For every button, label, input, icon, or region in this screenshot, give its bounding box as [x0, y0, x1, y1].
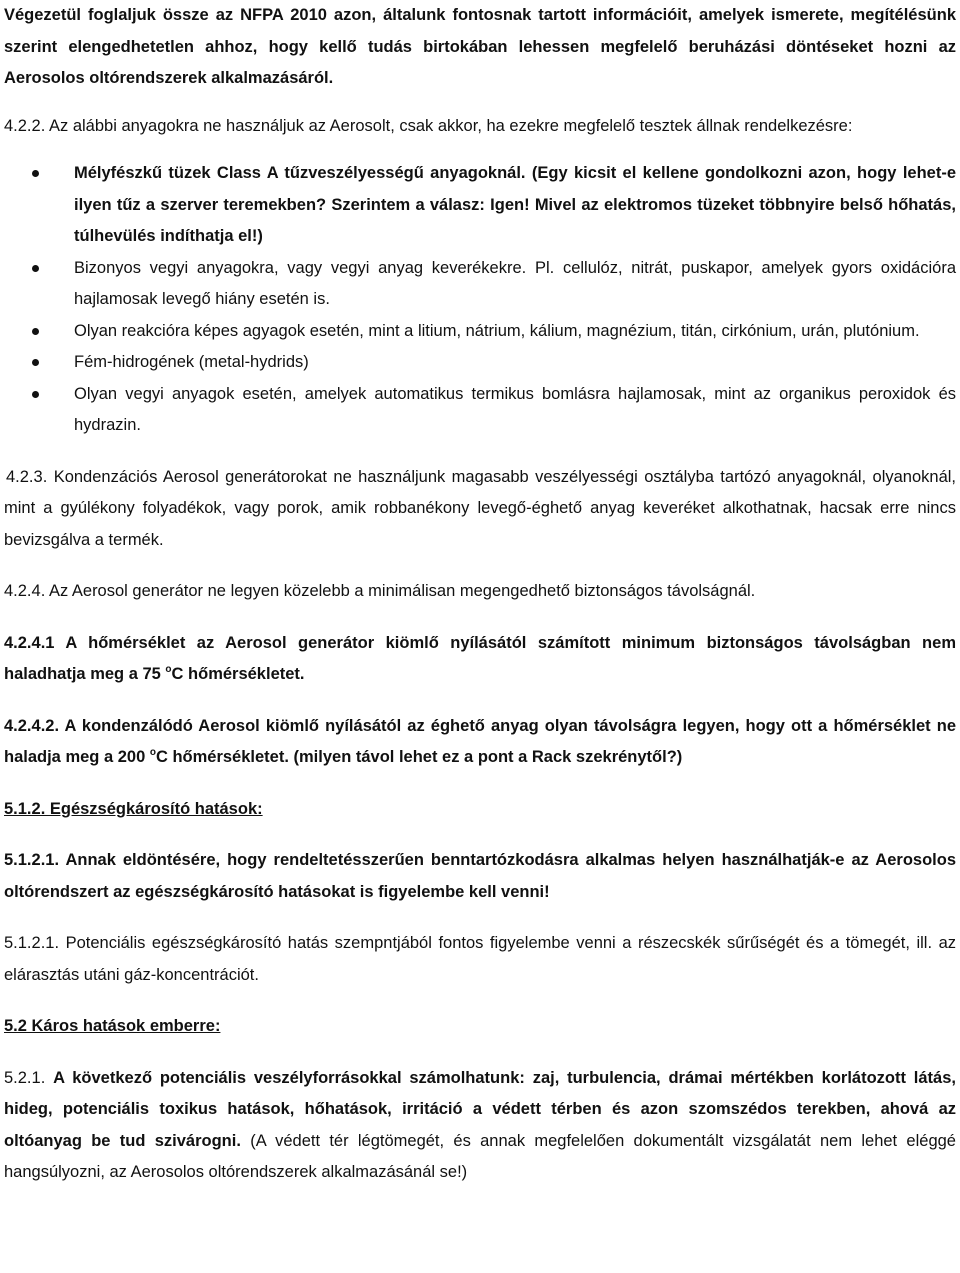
section-text: (A védett tér légtömegét, és annak megfelelően dokumentált vizsgálatát nem lehet eléggé hangsúlyozni, az Aerosolos oltórendszerek alkalmazásánál se!): [4, 1131, 956, 1181]
section-5-1-2-1-a: 5.1.2.1. Annak eldöntésére, hogy rendeltetésszerűen benntartózkodásra alkalmas helyen használhatják-e az Aerosolos oltórendszert az egészségkárosító hatásokat is figyelembe kell venni!: [4, 851, 956, 901]
list-item: [4, 379, 956, 442]
bullet-icon: [32, 328, 39, 335]
list-item-text: Olyan reakcióra képes agyagok esetén, mint a litium, nátrium, kálium, magnézium, titán, cirkónium, urán, plutónium.: [74, 321, 920, 340]
section-4-2-2: [4, 111, 956, 143]
section-4-2-4-1: [4, 628, 956, 691]
section-number: 4.2.2.: [4, 116, 46, 135]
bullet-icon: [32, 391, 39, 398]
degree-sign: o: [149, 747, 156, 758]
list-item-text: Olyan vegyi anyagok esetén, amelyek automatikus termikus bomlásra hajlamosak, mint az organikus peroxidok és hydrazin.: [74, 384, 956, 434]
section-text-end: C hőmérsékletet. (milyen távol lehet ez a pont a Rack szekrénytől?): [155, 748, 683, 766]
section-number: 4.2.3.: [6, 467, 48, 486]
heading-5-1-2: 5.1.2. Egészségkárosító hatások:: [4, 799, 263, 818]
intro-paragraph: Végezetül foglaljuk össze az NFPA 2010 azon, általunk fontosnak tartott információit, amelyek ismerete, megítélésünk szerint elengedhetetlen ahhoz, hogy kellő tudás birtokában lehessen megfelelő beruházási döntéseket hozni az Aerosolos oltórendszerek alkalmazásáról.: [4, 6, 956, 87]
list-item-text: Mélyfészkű tüzek Class A tűzveszélyességű anyagoknál.: [74, 164, 526, 182]
heading-5-2: 5.2 Káros hatások emberre:: [4, 1017, 221, 1035]
section-4-2-4: 4.2.4. Az Aerosol generátor ne legyen közelebb a minimálisan megengedhető biztonságos távolságnál.: [4, 582, 756, 600]
section-text-bold: A következő potenciális veszélyforrásokkal számolhatunk: zaj, turbulencia, drámai mértékben korlátozott látás, hideg, potenciális toxikus hatások, hőhatások, irritáció a védett térben és azon szomszédos terekben, ahová az oltóanyag be tud szivárogni.: [4, 1068, 956, 1150]
bullet-icon: [32, 359, 39, 366]
list-item: [4, 347, 956, 379]
list-item-text: Bizonyos vegyi anyagokra, vagy vegyi anyag keverékekre. Pl. cellulóz, nitrát, puskapor, amelyek gyors oxidációra hajlamosak levegő hiány esetén is.: [74, 258, 956, 308]
section-text: 4.2.4.1 A hőmérséklet az Aerosol generátor kiömlő nyílásától számított minimum biztonságos távolságban nem haladhatja meg a 75: [4, 633, 956, 683]
section-text-end: C hőmérsékletet.: [171, 665, 305, 683]
list-item: [4, 253, 956, 316]
list-item: [4, 316, 956, 348]
section-text: 4.2.4.2. A kondenzálódó Aerosol kiömlő nyílásától az éghető anyag olyan távolságra legyen, hogy ott a hőmérséklet ne haladja meg a 200: [4, 716, 956, 766]
section-number: 5.2.1.: [4, 1068, 46, 1087]
section-5-1-2-1-b: 5.1.2.1. Potenciális egészségkárosító hatás szempntjából fontos figyelembe venni a részecskék sűrűségét és a tömegét, ill. az elárasztás utáni gáz-koncentrációt.: [4, 934, 956, 984]
bullet-icon: [32, 170, 39, 177]
section-text: Kondenzációs Aerosol generátorokat ne használjunk magasabb veszélyességi osztályba tartózó anyagoknál, olyanoknál, mint a gyúlékony folyadékok, vagy porok, amik robbanékony levegő-éghető anyag keveréket alkothatnak, hacsak erre nincs bevizsgálva a termék.: [4, 467, 956, 549]
degree-sign: o: [165, 664, 172, 675]
material-list: [4, 158, 956, 442]
list-item: [4, 158, 956, 253]
section-5-2-1: [4, 1063, 956, 1189]
section-4-2-4-2: [4, 711, 956, 774]
list-item-text: Fém-hidrogének (metal-hydrids): [74, 353, 309, 371]
section-text: Az alábbi anyagokra ne használjuk az Aerosolt, csak akkor, ha ezekre megfelelő tesztek állnak rendelkezésre:: [48, 116, 853, 135]
section-4-2-3: [4, 462, 956, 557]
list-item-comment: (Egy kicsit el kellene gondolkozni azon, hogy lehet-e ilyen tűz a szerver teremekben? Szerintem a válasz: Igen! Mivel az elektromos tüzeket többnyire belső hőhatás, túlhevülés indíthatja el!): [74, 164, 956, 245]
bullet-icon: [32, 265, 39, 272]
